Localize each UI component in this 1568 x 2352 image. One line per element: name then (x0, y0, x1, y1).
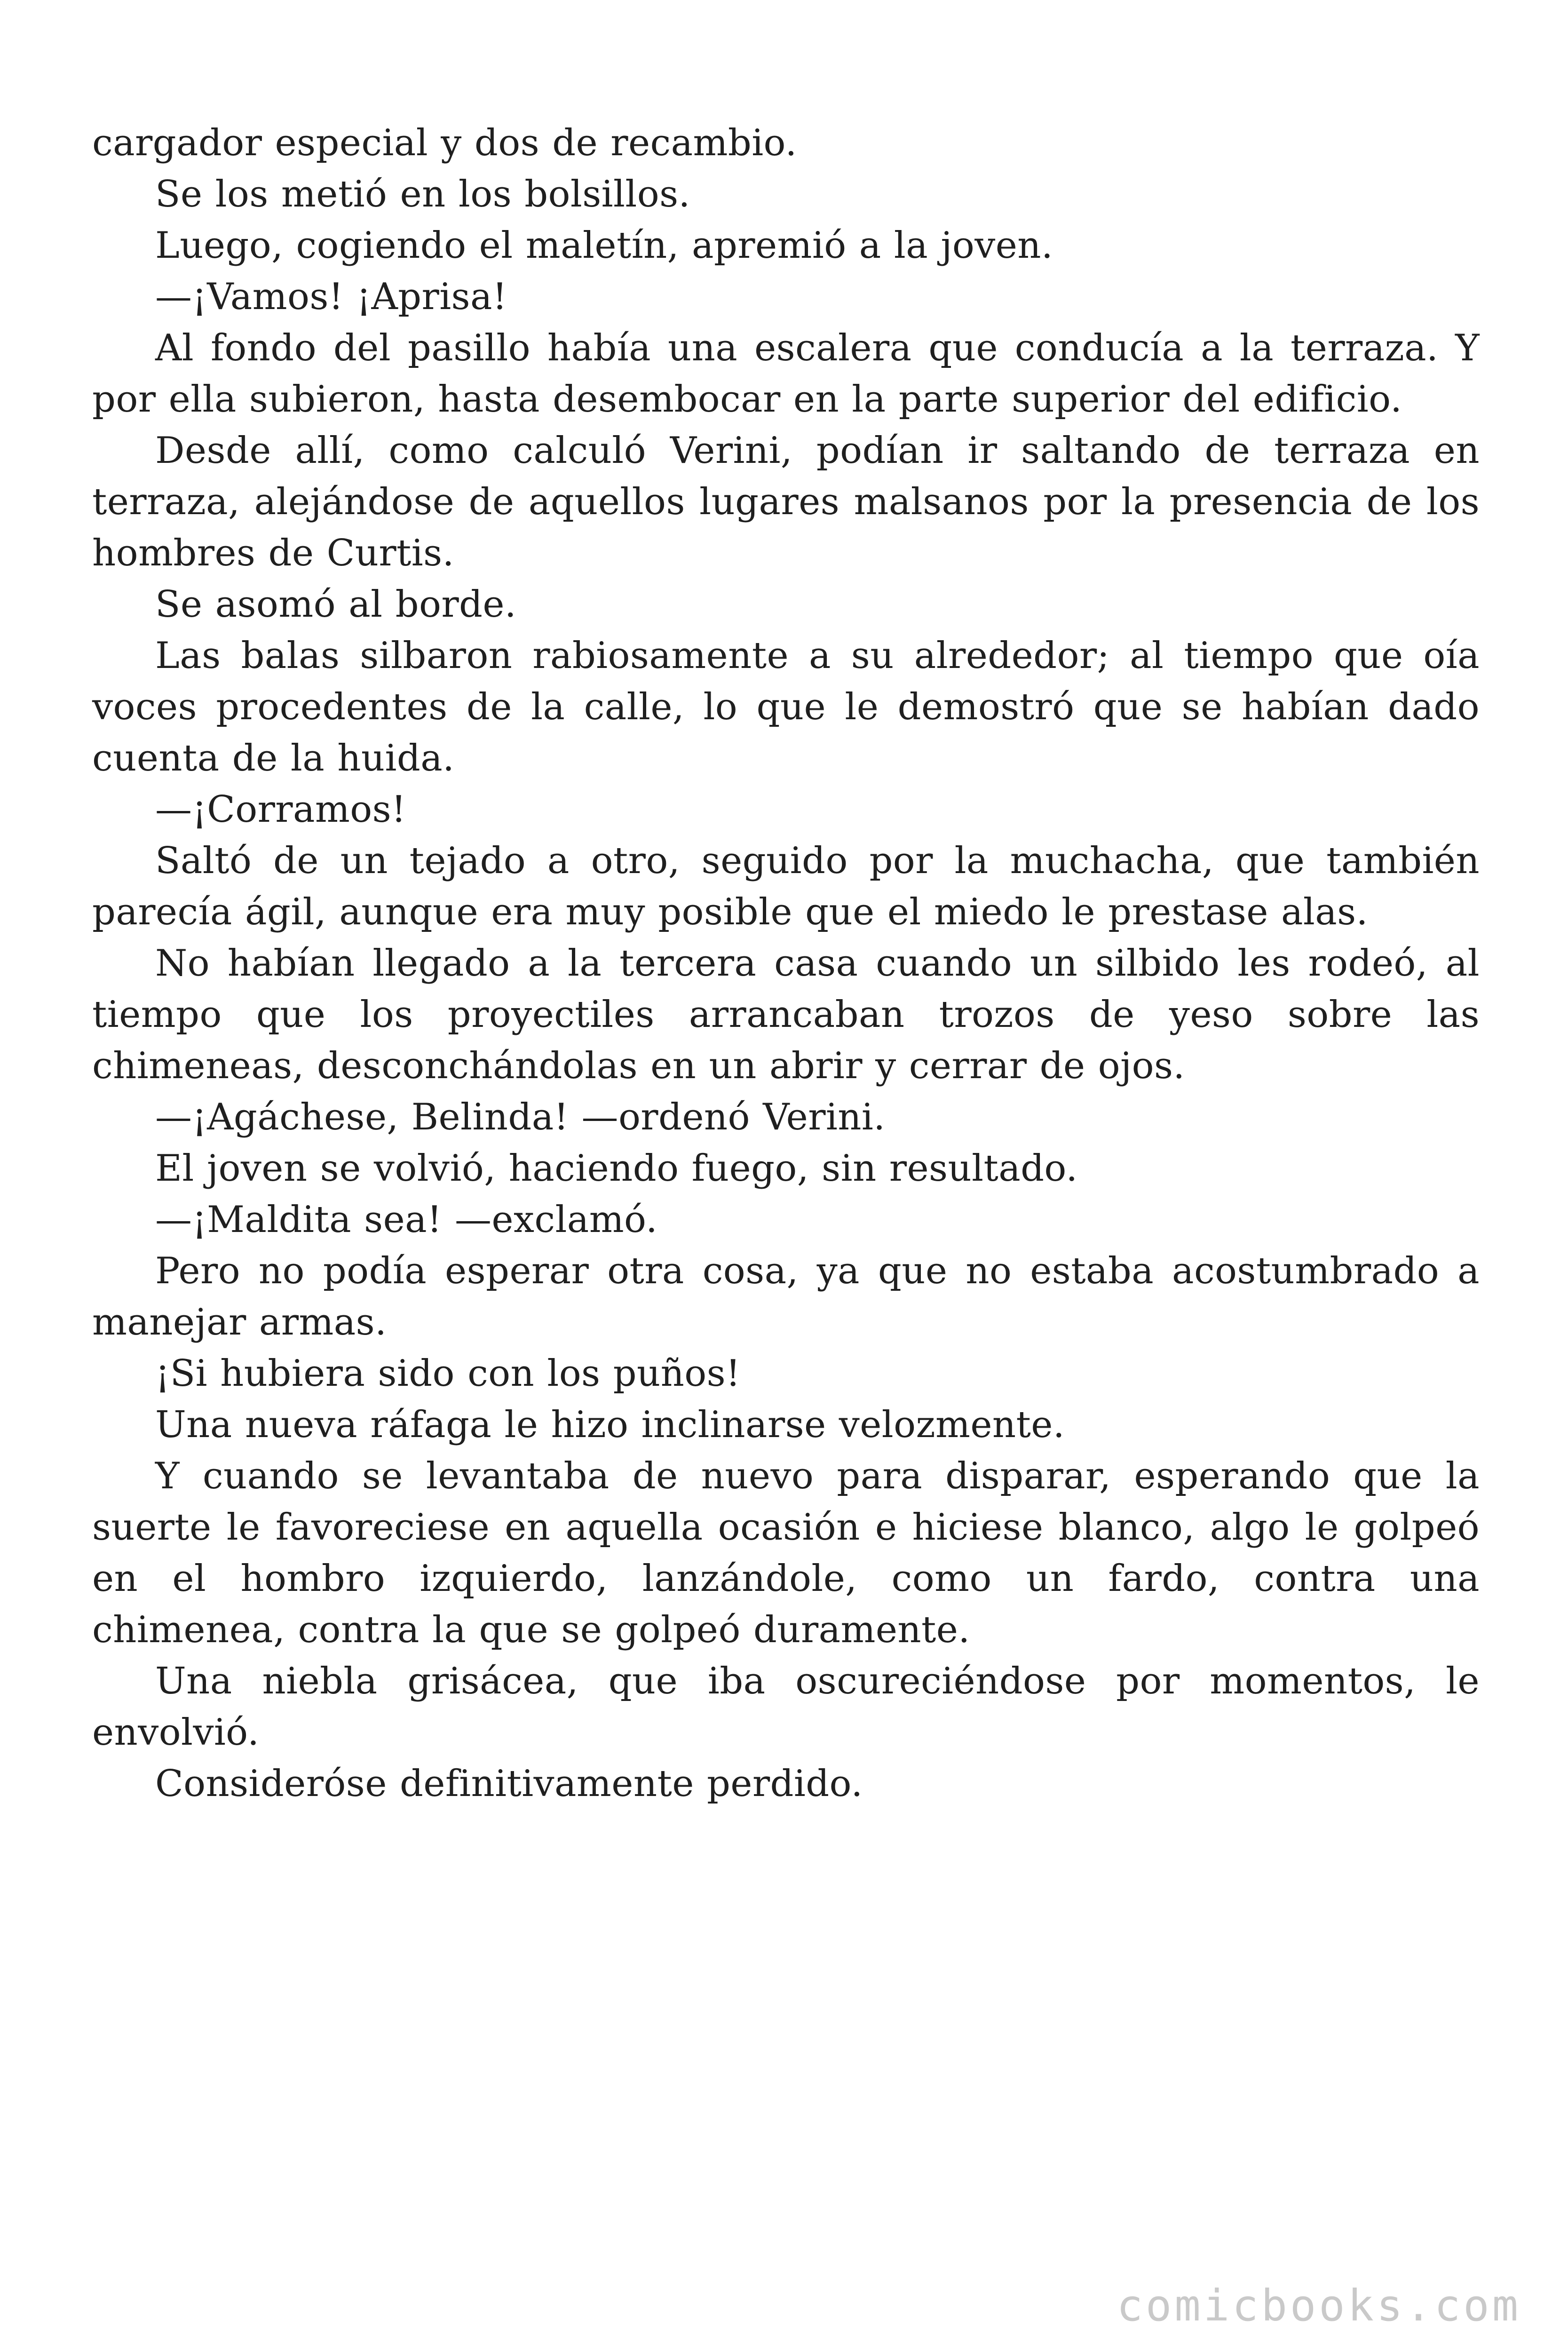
watermark: comicbooks.com (1117, 2280, 1521, 2331)
paragraph: Y cuando se levantaba de nuevo para disparar, esperando que la suerte le favoreciese en aquella ocasión e hiciese blanco, algo le golpeó en el hombro izquierdo, lanzándole, como un fardo, contra una chimenea, contra la que se golpeó duramente. (92, 1455, 1480, 1651)
page-text (92, 118, 1480, 1810)
paragraph: Se asomó al borde. (155, 583, 517, 626)
paragraph: —¡Maldita sea! —exclamó. (155, 1199, 658, 1241)
paragraph: Una niebla grisácea, que iba oscureciéndose por momentos, le envolvió. (92, 1660, 1480, 1754)
paragraph: Luego, cogiendo el maletín, apremió a la joven. (155, 224, 1053, 267)
paragraph: —¡Vamos! ¡Aprisa! (155, 276, 507, 318)
paragraph: Desde allí, como calculó Verini, podían ir saltando de terraza en terraza, alejándose de aquellos lugares malsanos por la presencia de los hombres de Curtis. (92, 429, 1480, 574)
paragraph: cargador especial y dos de recambio. (92, 122, 797, 164)
paragraph: Pero no podía esperar otra cosa, ya que no estaba acostumbrado a manejar armas. (92, 1250, 1480, 1343)
paragraph: Al fondo del pasillo había una escalera que conducía a la terraza. Y por ella subieron, hasta desembocar en la parte superior del edificio. (92, 327, 1480, 421)
paragraph: El joven se volvió, haciendo fuego, sin resultado. (155, 1147, 1078, 1190)
paragraph: No habían llegado a la tercera casa cuando un silbido les rodeó, al tiempo que los proyectiles arrancaban trozos de yeso sobre las chimeneas, desconchándolas en un abrir y cerrar de ojos. (92, 942, 1480, 1087)
paragraph: —¡Agáchese, Belinda! —ordenó Verini. (155, 1096, 886, 1138)
paragraph: ¡Si hubiera sido con los puños! (155, 1352, 741, 1395)
paragraph: Una nueva ráfaga le hizo inclinarse velozmente. (155, 1404, 1065, 1446)
paragraph: Las balas silbaron rabiosamente a su alrededor; al tiempo que oía voces procedentes de la calle, lo que le demostró que se habían dado cuenta de la huida. (92, 635, 1480, 779)
paragraph: Consideróse definitivamente perdido. (155, 1763, 863, 1805)
paragraph: Se los metió en los bolsillos. (155, 173, 690, 215)
paragraph: —¡Corramos! (155, 788, 406, 831)
paragraph: Saltó de un tejado a otro, seguido por la muchacha, que también parecía ágil, aunque era muy posible que el miedo le prestase alas. (92, 840, 1480, 933)
